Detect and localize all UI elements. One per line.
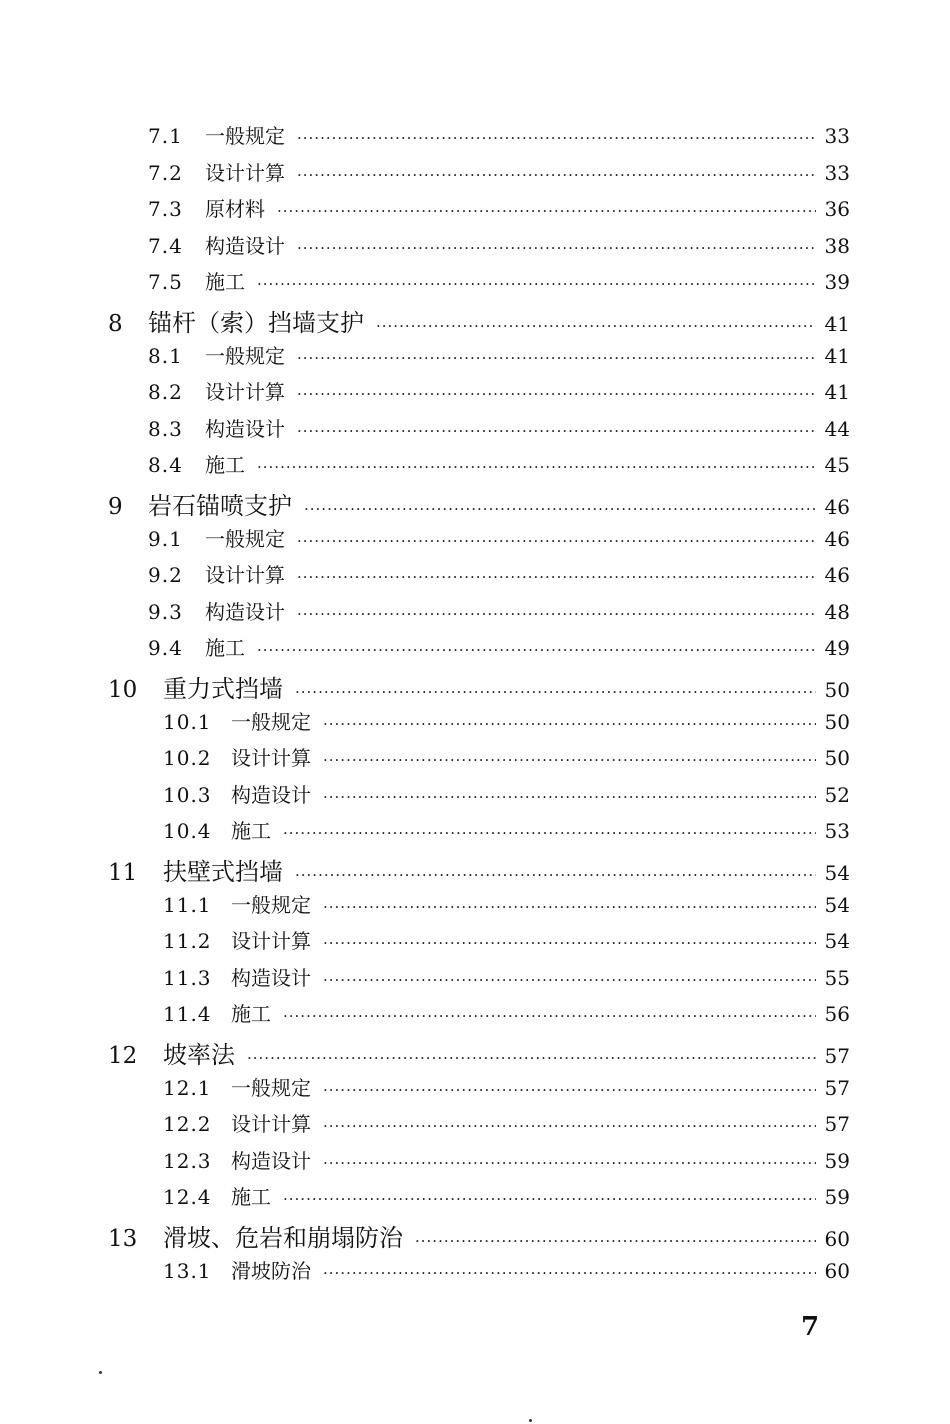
dot-leader (297, 166, 816, 184)
dot-leader (295, 866, 816, 884)
toc-entry-number: 11.1 (163, 892, 212, 917)
toc-entry-number: 11.2 (163, 929, 212, 954)
toc-entry-page: 39 (824, 270, 850, 295)
toc-entry-number: 11.4 (163, 1002, 212, 1027)
toc-entry-title: 设计计算 (205, 380, 285, 405)
dot-leader (297, 129, 816, 147)
toc-entry-title: 设计计算 (231, 1112, 311, 1137)
toc-entry-number: 9.4 (148, 636, 183, 661)
toc-entry-page: 50 (824, 709, 850, 734)
toc-section-entry (148, 193, 850, 229)
toc-entry-page: 59 (824, 1148, 850, 1173)
toc-entry-page: 49 (824, 636, 850, 661)
toc-chapter-entry (108, 1035, 850, 1071)
toc-entry-page: 33 (824, 124, 850, 148)
dot-leader (257, 458, 816, 476)
toc-section-entry (163, 815, 850, 851)
toc-section-entry (148, 376, 850, 412)
toc-entry-number: 7.3 (148, 197, 183, 222)
dot-leader (323, 898, 816, 916)
toc-entry-page: 44 (824, 416, 850, 441)
toc-entry-number: 8 (108, 311, 123, 337)
toc-section-entry (163, 1145, 850, 1181)
toc-section-entry (148, 157, 850, 193)
toc-section-entry (148, 449, 850, 485)
toc-entry-title: 一般规定 (231, 709, 311, 734)
toc-entry-page: 57 (824, 1075, 850, 1100)
toc-entry-number: 12 (108, 1043, 138, 1069)
dot-leader (283, 1190, 816, 1208)
toc-entry-number: 13 (108, 1226, 138, 1252)
toc-entry-title: 构造设计 (205, 599, 285, 624)
toc-section-entry (163, 706, 850, 742)
toc-entry-page: 41 (824, 312, 850, 336)
toc-entry-title: 施工 (205, 453, 245, 478)
toc-entry-title: 设计计算 (205, 563, 285, 588)
toc-section-entry (148, 413, 850, 449)
dot-leader (257, 641, 816, 659)
toc-section-entry (163, 998, 850, 1034)
toc-entry-title: 构造设计 (231, 782, 311, 807)
toc-entry-number: 8.3 (148, 416, 183, 441)
toc-entry-number: 8.4 (148, 453, 183, 478)
toc-section-entry (148, 230, 850, 266)
toc-entry-title: 一般规定 (205, 124, 285, 148)
toc-entry-page: 57 (824, 1044, 850, 1068)
toc-entry-page: 56 (824, 1002, 850, 1027)
toc-entry-number: 7.1 (148, 124, 183, 148)
dot-leader (295, 683, 816, 701)
toc-entry-title: 施工 (231, 1002, 271, 1027)
toc-chapter-entry (108, 852, 850, 888)
toc-entry-title: 原材料 (205, 197, 265, 222)
dot-leader (323, 715, 816, 733)
toc-section-entry (148, 559, 850, 595)
dot-leader (323, 1117, 816, 1135)
toc-section-entry (148, 596, 850, 632)
toc-entry-title: 锚杆（索）挡墙支护 (148, 309, 364, 337)
toc-entry-page: 46 (824, 526, 850, 551)
toc-entry-title: 一般规定 (231, 1075, 311, 1100)
toc-entry-page: 57 (824, 1112, 850, 1137)
dot-leader (376, 317, 816, 335)
toc-section-entry (163, 925, 850, 961)
toc-section-entry (163, 1181, 850, 1217)
toc-entry-page: 55 (824, 965, 850, 990)
toc-entry-page: 54 (824, 892, 850, 917)
dot-leader (283, 1007, 816, 1025)
page-number: 7 (800, 1312, 820, 1342)
toc-entry-title: 一般规定 (205, 343, 285, 368)
toc-entry-number: 12.4 (163, 1185, 212, 1210)
toc-entry-page: 53 (824, 819, 850, 844)
toc-entry-page: 45 (824, 453, 850, 478)
dot-leader (323, 971, 816, 989)
dot-leader (297, 532, 816, 550)
toc-entry-number: 7.5 (148, 270, 183, 295)
toc-entry-title: 施工 (205, 270, 245, 295)
toc-entry-number: 9.2 (148, 563, 183, 588)
toc-entry-number: 10.1 (163, 709, 212, 734)
toc-entry-number: 9.3 (148, 599, 183, 624)
toc-entry-number: 7.4 (148, 233, 183, 258)
toc-section-entry (163, 962, 850, 998)
toc-section-entry (163, 1072, 850, 1108)
toc-section-entry (148, 340, 850, 376)
scan-speck (529, 1419, 532, 1422)
toc-entry-page: 41 (824, 380, 850, 405)
toc-section-entry (163, 889, 850, 925)
toc-entry-number: 11.3 (163, 965, 212, 990)
dot-leader (323, 1081, 816, 1099)
scan-speck (99, 1371, 102, 1374)
dot-leader (323, 934, 816, 952)
toc-entry-page: 52 (824, 782, 850, 807)
toc-entry-page: 46 (824, 495, 850, 519)
toc-entry-title: 一般规定 (231, 892, 311, 917)
toc-entry-title: 构造设计 (205, 416, 285, 441)
toc-entry-page: 50 (824, 746, 850, 771)
toc-entry-page: 54 (824, 929, 850, 954)
toc-chapter-entry (108, 669, 850, 705)
toc-chapter-entry (108, 303, 850, 339)
toc-entry-number: 13.1 (163, 1258, 212, 1283)
dot-leader (323, 1154, 816, 1172)
toc-entry-page: 38 (824, 233, 850, 258)
dot-leader (415, 1232, 816, 1250)
toc-entry-page: 41 (824, 343, 850, 368)
toc-entry-number: 10.2 (163, 746, 212, 771)
toc-section-entry (148, 120, 850, 156)
toc-entry-title: 设计计算 (205, 160, 285, 185)
toc-entry-title: 岩石锚喷支护 (148, 492, 292, 520)
toc-entry-title: 施工 (231, 819, 271, 844)
toc-section-entry (148, 266, 850, 302)
toc-entry-page: 59 (824, 1185, 850, 1210)
toc-section-entry (148, 523, 850, 559)
toc-entry-number: 12.1 (163, 1075, 212, 1100)
dot-leader (297, 605, 816, 623)
toc-entry-number: 10.4 (163, 819, 212, 844)
toc-entry-title: 设计计算 (231, 746, 311, 771)
dot-leader (323, 788, 816, 806)
toc-entry-number: 7.2 (148, 160, 183, 185)
toc-entry-title: 扶壁式挡墙 (163, 858, 283, 886)
toc-section-entry (148, 632, 850, 668)
toc-entry-number: 8.1 (148, 343, 183, 368)
dot-leader (297, 385, 816, 403)
toc-section-entry (163, 742, 850, 778)
toc-entry-title: 重力式挡墙 (163, 675, 283, 703)
dot-leader (297, 422, 816, 440)
toc-section-entry (163, 1108, 850, 1144)
toc-entry-page: 33 (824, 160, 850, 185)
dot-leader (323, 751, 816, 769)
toc-entry-page: 46 (824, 563, 850, 588)
toc-entry-page: 48 (824, 599, 850, 624)
toc-entry-number: 9.1 (148, 526, 183, 551)
dot-leader (297, 568, 816, 586)
toc-entry-number: 10.3 (163, 782, 212, 807)
toc-entry-title: 构造设计 (231, 965, 311, 990)
toc-entry-number: 9 (108, 494, 123, 520)
toc-entry-number: 8.2 (148, 380, 183, 405)
toc-section-entry (163, 1255, 850, 1291)
toc-entry-number: 12.3 (163, 1148, 212, 1173)
toc-entry-number: 11 (108, 860, 138, 886)
dot-leader (247, 1049, 816, 1067)
toc-entry-title: 施工 (205, 636, 245, 661)
toc-entry-title: 坡率法 (163, 1041, 235, 1069)
toc-entry-page: 60 (824, 1227, 850, 1251)
toc-section-entry (163, 779, 850, 815)
dot-leader (257, 275, 816, 293)
toc-chapter-entry (108, 1218, 850, 1254)
toc-chapter-entry (108, 486, 850, 522)
toc-entry-title: 设计计算 (231, 929, 311, 954)
toc-entry-title: 滑坡、危岩和崩塌防治 (163, 1224, 403, 1252)
toc-entry-title: 一般规定 (205, 526, 285, 551)
toc-entry-page: 60 (824, 1258, 850, 1283)
dot-leader (297, 349, 816, 367)
toc-entry-number: 12.2 (163, 1112, 212, 1137)
toc-entry-page: 50 (824, 678, 850, 702)
toc-entry-number: 10 (108, 677, 138, 703)
toc-entry-title: 施工 (231, 1185, 271, 1210)
dot-leader (323, 1264, 816, 1282)
toc-entry-title: 构造设计 (205, 233, 285, 258)
dot-leader (304, 500, 816, 518)
dot-leader (297, 239, 816, 257)
toc-entry-title: 滑坡防治 (231, 1258, 311, 1283)
dot-leader (283, 824, 816, 842)
toc-entry-page: 54 (824, 861, 850, 885)
toc-entry-title: 构造设计 (231, 1148, 311, 1173)
toc-entry-page: 36 (824, 197, 850, 222)
dot-leader (277, 202, 816, 220)
